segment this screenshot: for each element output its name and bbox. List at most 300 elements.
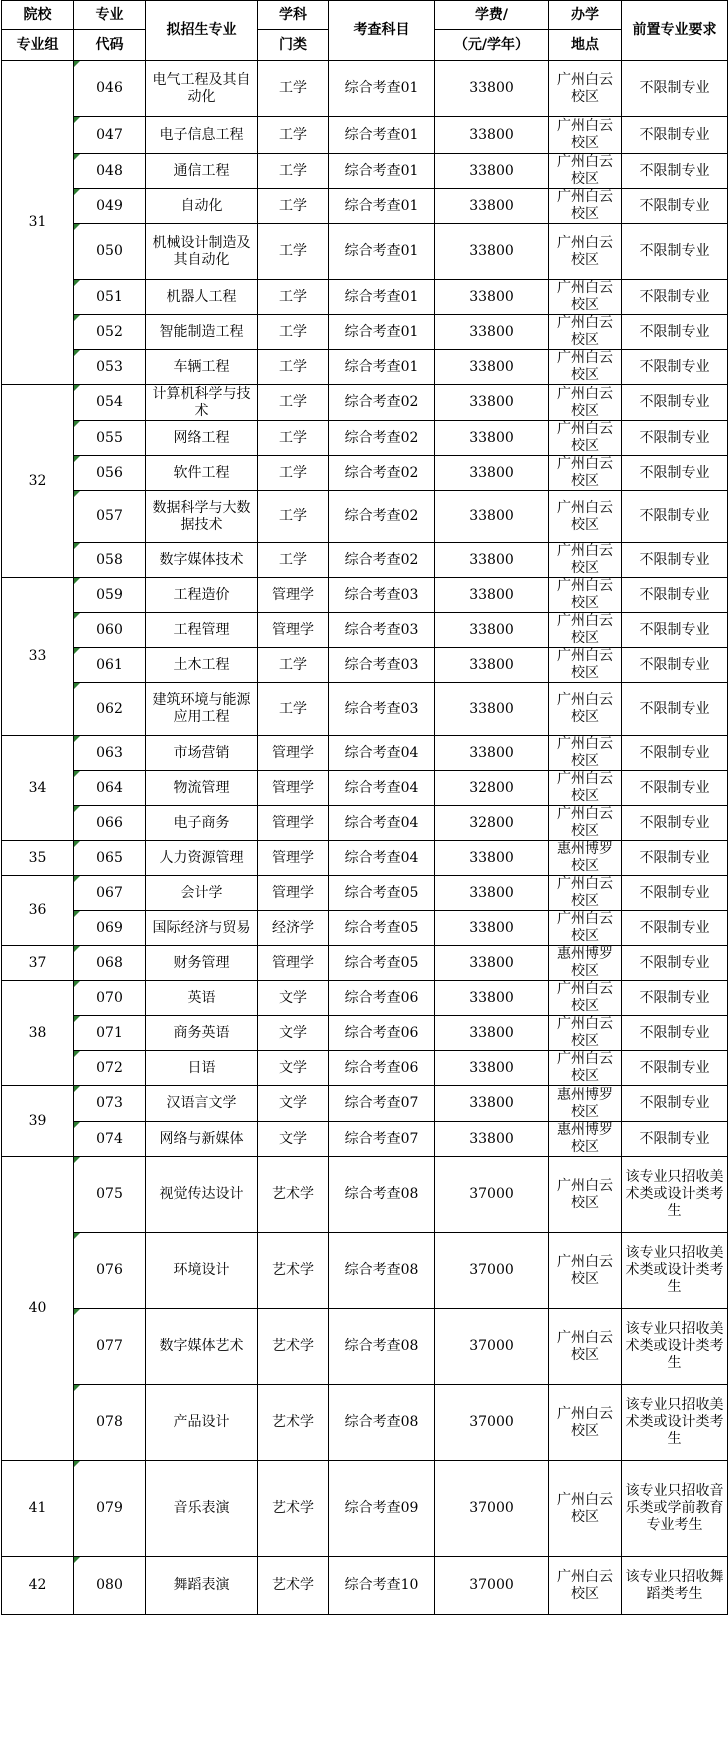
fee-cell: 33800 — [435, 1086, 549, 1122]
header-code-line2: 代码 — [74, 30, 146, 61]
major-cell: 电子商务 — [146, 806, 258, 841]
table-row — [2, 806, 728, 841]
table-row — [2, 1385, 728, 1461]
discipline-cell: 工学 — [258, 385, 329, 421]
fee-cell: 33800 — [435, 491, 549, 543]
table-row — [2, 224, 728, 280]
campus-cell: 惠州博罗校区 — [549, 1086, 622, 1122]
requirement-cell: 不限制专业 — [622, 456, 728, 491]
subject-cell: 综合考查04 — [329, 806, 435, 841]
fee-cell: 33800 — [435, 841, 549, 876]
group-cell: 41 — [2, 1461, 74, 1557]
table-row — [2, 683, 728, 736]
campus-cell: 广州白云校区 — [549, 683, 622, 736]
subject-cell: 综合考查06 — [329, 981, 435, 1016]
table-row — [2, 61, 728, 117]
requirement-cell: 该专业只招收美术类或设计类考生 — [622, 1309, 728, 1385]
subject-cell: 综合考查04 — [329, 771, 435, 806]
discipline-cell: 文学 — [258, 981, 329, 1016]
requirement-cell: 该专业只招收美术类或设计类考生 — [622, 1385, 728, 1461]
fee-cell: 37000 — [435, 1309, 549, 1385]
campus-cell: 广州白云校区 — [549, 315, 622, 350]
subject-cell: 综合考查04 — [329, 736, 435, 771]
fee-cell: 33800 — [435, 280, 549, 315]
table-row — [2, 1309, 728, 1385]
major-cell: 土木工程 — [146, 648, 258, 683]
fee-cell: 33800 — [435, 876, 549, 911]
subject-cell: 综合考查08 — [329, 1385, 435, 1461]
requirement-cell: 不限制专业 — [622, 648, 728, 683]
requirement-cell: 不限制专业 — [622, 876, 728, 911]
table-row — [2, 981, 728, 1016]
fee-cell: 33800 — [435, 543, 549, 578]
fee-cell: 37000 — [435, 1557, 549, 1615]
code-cell: 050 — [74, 224, 146, 280]
code-cell: 078 — [74, 1385, 146, 1461]
code-cell: 064 — [74, 771, 146, 806]
code-cell: 062 — [74, 683, 146, 736]
major-cell: 财务管理 — [146, 946, 258, 981]
table-row — [2, 491, 728, 543]
code-cell: 048 — [74, 154, 146, 189]
fee-cell: 33800 — [435, 350, 549, 385]
campus-cell: 广州白云校区 — [549, 154, 622, 189]
code-cell: 051 — [74, 280, 146, 315]
major-cell: 自动化 — [146, 189, 258, 224]
major-cell: 数据科学与大数据技术 — [146, 491, 258, 543]
code-cell: 077 — [74, 1309, 146, 1385]
campus-cell: 广州白云校区 — [549, 911, 622, 946]
table-row — [2, 771, 728, 806]
subject-cell: 综合考查03 — [329, 613, 435, 648]
discipline-cell: 工学 — [258, 648, 329, 683]
requirement-cell: 该专业只招收舞蹈类考生 — [622, 1557, 728, 1615]
table-row — [2, 1157, 728, 1233]
fee-cell: 37000 — [435, 1233, 549, 1309]
campus-cell: 广州白云校区 — [549, 771, 622, 806]
requirement-cell: 不限制专业 — [622, 1051, 728, 1086]
subject-cell: 综合考查07 — [329, 1086, 435, 1122]
header-major: 拟招生专业 — [146, 1, 258, 61]
discipline-cell: 艺术学 — [258, 1557, 329, 1615]
campus-cell: 广州白云校区 — [549, 280, 622, 315]
fee-cell: 33800 — [435, 578, 549, 613]
discipline-cell: 艺术学 — [258, 1233, 329, 1309]
fee-cell: 33800 — [435, 456, 549, 491]
header-discipline-line2: 门类 — [258, 30, 329, 61]
discipline-cell: 艺术学 — [258, 1461, 329, 1557]
fee-cell: 33800 — [435, 61, 549, 117]
fee-cell: 33800 — [435, 154, 549, 189]
code-cell: 052 — [74, 315, 146, 350]
fee-cell: 32800 — [435, 806, 549, 841]
subject-cell: 综合考查01 — [329, 117, 435, 154]
code-cell: 076 — [74, 1233, 146, 1309]
campus-cell: 广州白云校区 — [549, 1016, 622, 1051]
fee-cell: 33800 — [435, 981, 549, 1016]
requirement-cell: 不限制专业 — [622, 491, 728, 543]
major-cell: 数字媒体艺术 — [146, 1309, 258, 1385]
header-discipline-line1: 学科 — [258, 1, 329, 30]
major-cell: 汉语言文学 — [146, 1086, 258, 1122]
discipline-cell: 工学 — [258, 456, 329, 491]
code-cell: 070 — [74, 981, 146, 1016]
code-cell: 063 — [74, 736, 146, 771]
major-cell: 商务英语 — [146, 1016, 258, 1051]
fee-cell: 33800 — [435, 385, 549, 421]
subject-cell: 综合考查03 — [329, 578, 435, 613]
code-cell: 069 — [74, 911, 146, 946]
group-cell: 42 — [2, 1557, 74, 1615]
major-cell: 视觉传达设计 — [146, 1157, 258, 1233]
table-row — [2, 350, 728, 385]
table-row — [2, 154, 728, 189]
fee-cell: 32800 — [435, 771, 549, 806]
table-row — [2, 543, 728, 578]
discipline-cell: 工学 — [258, 189, 329, 224]
code-cell: 056 — [74, 456, 146, 491]
campus-cell: 广州白云校区 — [549, 1233, 622, 1309]
discipline-cell: 管理学 — [258, 946, 329, 981]
table-row — [2, 613, 728, 648]
group-cell: 34 — [2, 736, 74, 841]
discipline-cell: 管理学 — [258, 806, 329, 841]
discipline-cell: 工学 — [258, 350, 329, 385]
requirement-cell: 该专业只招收音乐类或学前教育专业考生 — [622, 1461, 728, 1557]
header-campus-line2: 地点 — [549, 30, 622, 61]
discipline-cell: 工学 — [258, 280, 329, 315]
campus-cell: 广州白云校区 — [549, 224, 622, 280]
table-row — [2, 1557, 728, 1615]
campus-cell: 广州白云校区 — [549, 385, 622, 421]
discipline-cell: 文学 — [258, 1016, 329, 1051]
fee-cell: 33800 — [435, 1016, 549, 1051]
major-cell: 物流管理 — [146, 771, 258, 806]
header-group-line1: 院校 — [2, 1, 74, 30]
admissions-table — [1, 0, 728, 1615]
code-cell: 046 — [74, 61, 146, 117]
campus-cell: 广州白云校区 — [549, 1157, 622, 1233]
subject-cell: 综合考查01 — [329, 61, 435, 117]
header-requirement: 前置专业要求 — [622, 1, 728, 61]
table-row — [2, 385, 728, 421]
campus-cell: 广州白云校区 — [549, 981, 622, 1016]
discipline-cell: 工学 — [258, 491, 329, 543]
subject-cell: 综合考查04 — [329, 841, 435, 876]
campus-cell: 广州白云校区 — [549, 736, 622, 771]
requirement-cell: 不限制专业 — [622, 1122, 728, 1157]
major-cell: 工程管理 — [146, 613, 258, 648]
subject-cell: 综合考查05 — [329, 946, 435, 981]
code-cell: 049 — [74, 189, 146, 224]
discipline-cell: 工学 — [258, 683, 329, 736]
subject-cell: 综合考查03 — [329, 648, 435, 683]
requirement-cell: 该专业只招收美术类或设计类考生 — [622, 1157, 728, 1233]
table-row — [2, 648, 728, 683]
code-cell: 059 — [74, 578, 146, 613]
requirement-cell: 不限制专业 — [622, 841, 728, 876]
code-cell: 072 — [74, 1051, 146, 1086]
table-row — [2, 280, 728, 315]
fee-cell: 33800 — [435, 648, 549, 683]
major-cell: 电气工程及其自动化 — [146, 61, 258, 117]
header-group-line2: 专业组 — [2, 30, 74, 61]
requirement-cell: 不限制专业 — [622, 385, 728, 421]
fee-cell: 33800 — [435, 736, 549, 771]
major-cell: 机械设计制造及其自动化 — [146, 224, 258, 280]
discipline-cell: 管理学 — [258, 876, 329, 911]
header-subject: 考查科目 — [329, 1, 435, 61]
subject-cell: 综合考查08 — [329, 1309, 435, 1385]
header-fee-line1: 学费/ — [435, 1, 549, 30]
table-row — [2, 456, 728, 491]
campus-cell: 广州白云校区 — [549, 1557, 622, 1615]
major-cell: 车辆工程 — [146, 350, 258, 385]
code-cell: 071 — [74, 1016, 146, 1051]
major-cell: 舞蹈表演 — [146, 1557, 258, 1615]
code-cell: 058 — [74, 543, 146, 578]
campus-cell: 广州白云校区 — [549, 543, 622, 578]
discipline-cell: 艺术学 — [258, 1157, 329, 1233]
subject-cell: 综合考查05 — [329, 876, 435, 911]
discipline-cell: 艺术学 — [258, 1309, 329, 1385]
requirement-cell: 不限制专业 — [622, 613, 728, 648]
subject-cell: 综合考查02 — [329, 543, 435, 578]
fee-cell: 37000 — [435, 1385, 549, 1461]
subject-cell: 综合考查05 — [329, 911, 435, 946]
table-row — [2, 841, 728, 876]
code-cell: 080 — [74, 1557, 146, 1615]
campus-cell: 广州白云校区 — [549, 1051, 622, 1086]
campus-cell: 广州白云校区 — [549, 61, 622, 117]
table-row — [2, 1233, 728, 1309]
major-cell: 软件工程 — [146, 456, 258, 491]
major-cell: 数字媒体技术 — [146, 543, 258, 578]
table-row — [2, 189, 728, 224]
code-cell: 068 — [74, 946, 146, 981]
code-cell: 060 — [74, 613, 146, 648]
subject-cell: 综合考查06 — [329, 1016, 435, 1051]
discipline-cell: 文学 — [258, 1122, 329, 1157]
code-cell: 073 — [74, 1086, 146, 1122]
requirement-cell: 不限制专业 — [622, 224, 728, 280]
code-cell: 057 — [74, 491, 146, 543]
fee-cell: 37000 — [435, 1157, 549, 1233]
campus-cell: 惠州博罗校区 — [549, 946, 622, 981]
subject-cell: 综合考查02 — [329, 456, 435, 491]
major-cell: 市场营销 — [146, 736, 258, 771]
discipline-cell: 工学 — [258, 117, 329, 154]
campus-cell: 惠州博罗校区 — [549, 841, 622, 876]
campus-cell: 广州白云校区 — [549, 117, 622, 154]
major-cell: 会计学 — [146, 876, 258, 911]
table-row — [2, 1461, 728, 1557]
requirement-cell: 不限制专业 — [622, 421, 728, 456]
table-row — [2, 946, 728, 981]
group-cell: 31 — [2, 61, 74, 385]
code-cell: 067 — [74, 876, 146, 911]
group-cell: 40 — [2, 1157, 74, 1461]
major-cell: 计算机科学与技术 — [146, 385, 258, 421]
major-cell: 国际经济与贸易 — [146, 911, 258, 946]
code-cell: 066 — [74, 806, 146, 841]
subject-cell: 综合考查01 — [329, 189, 435, 224]
subject-cell: 综合考查03 — [329, 683, 435, 736]
fee-cell: 33800 — [435, 613, 549, 648]
subject-cell: 综合考查02 — [329, 491, 435, 543]
subject-cell: 综合考查08 — [329, 1157, 435, 1233]
fee-cell: 33800 — [435, 1051, 549, 1086]
fee-cell: 33800 — [435, 683, 549, 736]
group-cell: 39 — [2, 1086, 74, 1157]
group-cell: 38 — [2, 981, 74, 1086]
major-cell: 人力资源管理 — [146, 841, 258, 876]
requirement-cell: 不限制专业 — [622, 1086, 728, 1122]
requirement-cell: 不限制专业 — [622, 981, 728, 1016]
campus-cell: 广州白云校区 — [549, 876, 622, 911]
major-cell: 产品设计 — [146, 1385, 258, 1461]
requirement-cell: 不限制专业 — [622, 61, 728, 117]
campus-cell: 广州白云校区 — [549, 350, 622, 385]
discipline-cell: 文学 — [258, 1051, 329, 1086]
requirement-cell: 不限制专业 — [622, 543, 728, 578]
requirement-cell: 不限制专业 — [622, 350, 728, 385]
requirement-cell: 不限制专业 — [622, 117, 728, 154]
subject-cell: 综合考查01 — [329, 350, 435, 385]
code-cell: 061 — [74, 648, 146, 683]
discipline-cell: 工学 — [258, 224, 329, 280]
code-cell: 075 — [74, 1157, 146, 1233]
table-body — [2, 61, 728, 1615]
header-code-line1: 专业 — [74, 1, 146, 30]
fee-cell: 33800 — [435, 315, 549, 350]
code-cell: 065 — [74, 841, 146, 876]
subject-cell: 综合考查01 — [329, 280, 435, 315]
requirement-cell: 不限制专业 — [622, 736, 728, 771]
subject-cell: 综合考查01 — [329, 154, 435, 189]
requirement-cell: 该专业只招收美术类或设计类考生 — [622, 1233, 728, 1309]
code-cell: 055 — [74, 421, 146, 456]
campus-cell: 广州白云校区 — [549, 578, 622, 613]
code-cell: 074 — [74, 1122, 146, 1157]
fee-cell: 33800 — [435, 946, 549, 981]
fee-cell: 33800 — [435, 1122, 549, 1157]
major-cell: 环境设计 — [146, 1233, 258, 1309]
requirement-cell: 不限制专业 — [622, 771, 728, 806]
requirement-cell: 不限制专业 — [622, 280, 728, 315]
table-row — [2, 1086, 728, 1122]
requirement-cell: 不限制专业 — [622, 911, 728, 946]
discipline-cell: 文学 — [258, 1086, 329, 1122]
table-row — [2, 315, 728, 350]
subject-cell: 综合考查08 — [329, 1233, 435, 1309]
major-cell: 音乐表演 — [146, 1461, 258, 1557]
discipline-cell: 经济学 — [258, 911, 329, 946]
discipline-cell: 管理学 — [258, 578, 329, 613]
fee-cell: 33800 — [435, 189, 549, 224]
campus-cell: 广州白云校区 — [549, 1385, 622, 1461]
campus-cell: 广州白云校区 — [549, 491, 622, 543]
subject-cell: 综合考查10 — [329, 1557, 435, 1615]
requirement-cell: 不限制专业 — [622, 683, 728, 736]
fee-cell: 33800 — [435, 911, 549, 946]
campus-cell: 广州白云校区 — [549, 421, 622, 456]
header-fee-line2: （元/学年） — [435, 30, 549, 61]
discipline-cell: 管理学 — [258, 613, 329, 648]
campus-cell: 广州白云校区 — [549, 806, 622, 841]
requirement-cell: 不限制专业 — [622, 806, 728, 841]
table-row — [2, 1122, 728, 1157]
campus-cell: 广州白云校区 — [549, 189, 622, 224]
major-cell: 网络与新媒体 — [146, 1122, 258, 1157]
discipline-cell: 工学 — [258, 421, 329, 456]
requirement-cell: 不限制专业 — [622, 154, 728, 189]
requirement-cell: 不限制专业 — [622, 946, 728, 981]
discipline-cell: 管理学 — [258, 736, 329, 771]
major-cell: 工程造价 — [146, 578, 258, 613]
discipline-cell: 工学 — [258, 61, 329, 117]
major-cell: 建筑环境与能源应用工程 — [146, 683, 258, 736]
requirement-cell: 不限制专业 — [622, 1016, 728, 1051]
campus-cell: 广州白云校区 — [549, 1309, 622, 1385]
subject-cell: 综合考查06 — [329, 1051, 435, 1086]
discipline-cell: 艺术学 — [258, 1385, 329, 1461]
discipline-cell: 管理学 — [258, 771, 329, 806]
discipline-cell: 工学 — [258, 154, 329, 189]
table-row — [2, 421, 728, 456]
subject-cell: 综合考查07 — [329, 1122, 435, 1157]
subject-cell: 综合考查01 — [329, 224, 435, 280]
table-row — [2, 876, 728, 911]
requirement-cell: 不限制专业 — [622, 578, 728, 613]
major-cell: 智能制造工程 — [146, 315, 258, 350]
header-campus-line1: 办学 — [549, 1, 622, 30]
table-row — [2, 1051, 728, 1086]
major-cell: 机器人工程 — [146, 280, 258, 315]
subject-cell: 综合考查09 — [329, 1461, 435, 1557]
discipline-cell: 管理学 — [258, 841, 329, 876]
campus-cell: 广州白云校区 — [549, 456, 622, 491]
discipline-cell: 工学 — [258, 543, 329, 578]
campus-cell: 广州白云校区 — [549, 1461, 622, 1557]
requirement-cell: 不限制专业 — [622, 315, 728, 350]
campus-cell: 广州白云校区 — [549, 613, 622, 648]
major-cell: 通信工程 — [146, 154, 258, 189]
fee-cell: 33800 — [435, 117, 549, 154]
code-cell: 079 — [74, 1461, 146, 1557]
requirement-cell: 不限制专业 — [622, 189, 728, 224]
fee-cell: 37000 — [435, 1461, 549, 1557]
table-row — [2, 1016, 728, 1051]
campus-cell: 惠州博罗校区 — [549, 1122, 622, 1157]
table-row — [2, 911, 728, 946]
table-row — [2, 117, 728, 154]
fee-cell: 33800 — [435, 421, 549, 456]
table-row — [2, 578, 728, 613]
subject-cell: 综合考查02 — [329, 385, 435, 421]
major-cell: 日语 — [146, 1051, 258, 1086]
group-cell: 33 — [2, 578, 74, 736]
table-row — [2, 736, 728, 771]
fee-cell: 33800 — [435, 224, 549, 280]
code-cell: 054 — [74, 385, 146, 421]
campus-cell: 广州白云校区 — [549, 648, 622, 683]
major-cell: 网络工程 — [146, 421, 258, 456]
subject-cell: 综合考查01 — [329, 315, 435, 350]
group-cell: 32 — [2, 385, 74, 578]
group-cell: 37 — [2, 946, 74, 981]
group-cell: 35 — [2, 841, 74, 876]
